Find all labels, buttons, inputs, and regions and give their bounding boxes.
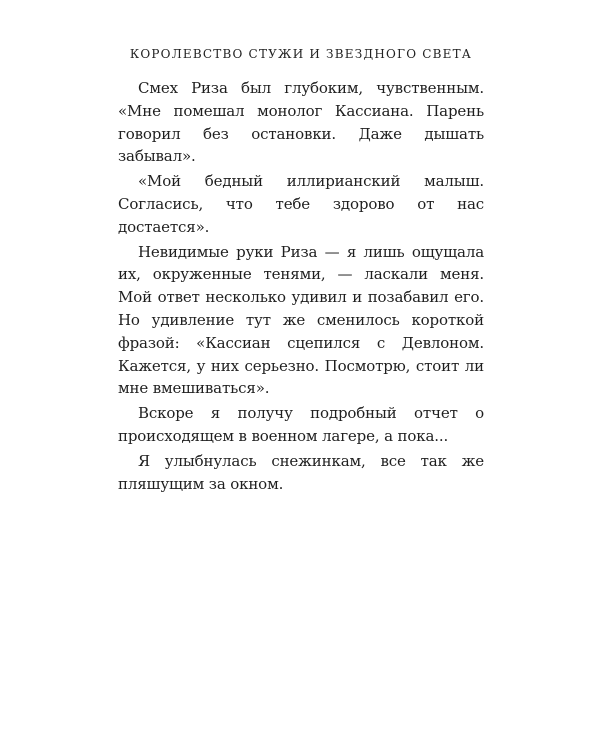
paragraph-4: Вскоре я получу подробный отчет о происходящем в военном лагере, а пока... [118,404,484,445]
paragraph-3: Невидимые руки Риза — я лишь ощущала их, окруженные тенями, — ласкали меня. Мой ответ несколько удивил и позабавил его. Но удивление тут же сменилось короткой фразой: «Кассиан сцепился с Девлоном. Кажется, у них серьезно. Посмотрю, стоит ли мне вмешиваться». [118,242,484,398]
paragraph-1: Смех Риза был глубоким, чувственным. «Мне помешал монолог Кассиана. Парень говорил без остановки. Даже дышать забывал». [118,79,484,166]
paragraph-2: «Мой бедный иллирианский малыш. Согласись, что тебе здорово от нас достается». [118,172,484,236]
running-head-title: КОРОЛЕВСТВО СТУЖИ И ЗВЕЗДНОГО СВЕТА [129,47,473,61]
paragraph-5: Я улыбнулась снежинкам, все так же пляшущим за окном. [118,451,484,493]
body-text [118,77,484,495]
